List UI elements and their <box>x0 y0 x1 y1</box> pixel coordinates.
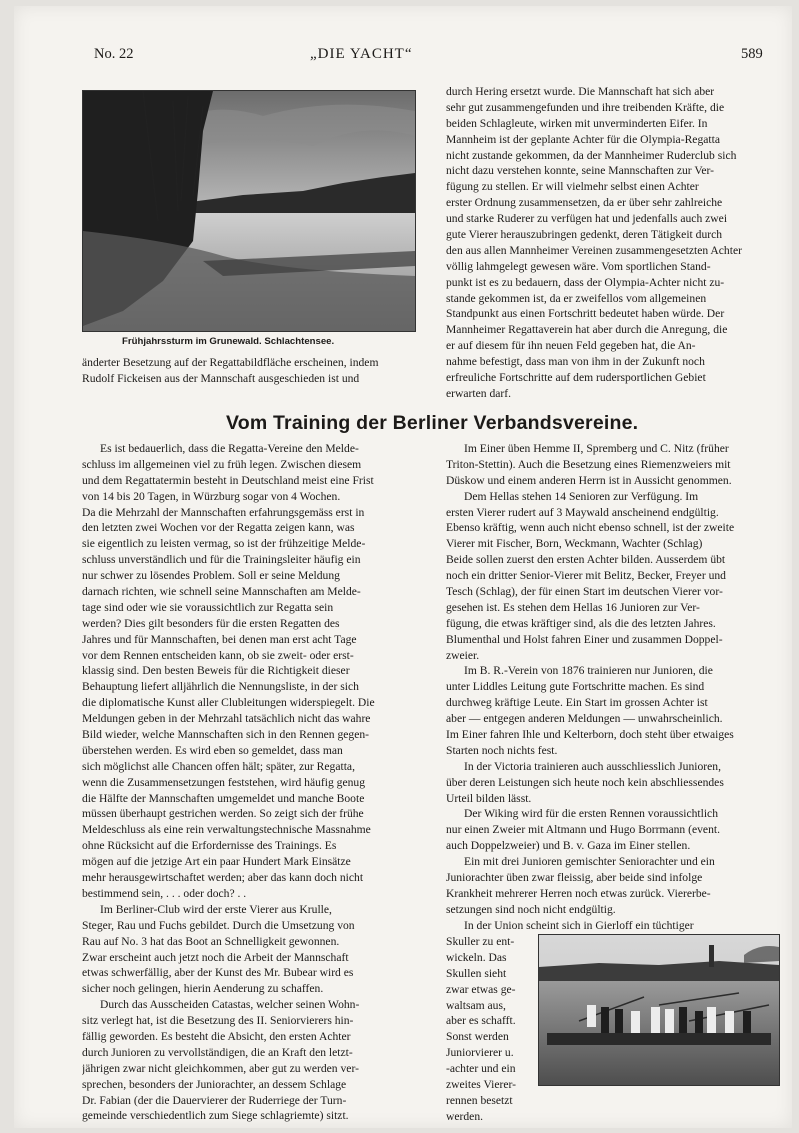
text-line: Vierer mit Fischer, Born, Weckmann, Wachter (Schlag) <box>446 537 703 551</box>
text-line: Dr. Fabian (der die Dauervierer der Ruderriege der Turn- <box>82 1093 347 1107</box>
text-line: müssen überhaupt gestrichen werden. So zeigt sich der frühe <box>82 807 364 821</box>
text-line: erster Ordnung zusammensetzen, da er über sehr zahlreiche <box>446 196 723 210</box>
text-line: nahme befestigt, dass man von ihm in der Zukunft noch <box>446 355 705 369</box>
text-line: Juniorvierer u. <box>446 1046 514 1060</box>
text-line: Starten noch nichts fest. <box>446 743 558 757</box>
text-line: sehr gut zusammengefunden und ihre treibenden Kräfte, die <box>446 100 725 114</box>
text-line: Durch das Ausscheiden Catastas, welcher seinen Wohn- <box>100 998 360 1012</box>
rowing-photo <box>538 934 780 1086</box>
text-line: unter Liddles Leitung gute Fortschritte machen. Es sind <box>446 680 705 694</box>
journal-title: „DIE YACHT“ <box>310 46 413 62</box>
page-number: 589 <box>741 46 763 62</box>
text-line: punkt ist es zu bedauern, dass der Olympia-Achter nicht zu- <box>446 275 725 289</box>
text-line: rennen besetzt <box>446 1093 513 1107</box>
text-line: Tesch (Schlag), der für einen Start im deutschen Vierer vor- <box>446 585 723 599</box>
lake-photo <box>82 90 416 332</box>
text-line: Ein mit drei Junioren gemischter Seniorachter und ein <box>464 855 715 869</box>
text-line: auch Doppelzweier) und B. v. Gaza im Einer stellen. <box>446 839 691 853</box>
text-line: Meldungen geben in der Mehrzahl tatsächlich nicht das wahre <box>82 712 371 726</box>
text-line: setzungen sind noch nicht endgültig. <box>446 902 616 916</box>
text-line: vor dem Rennen entscheiden kann, ob sie zweit- oder erst- <box>82 648 354 662</box>
text-line: Mannheimer Regattaverein hat aber durch die Anregung, die <box>446 323 728 337</box>
text-line: Standpunkt aus einen Fortschritt bedeutet haben würde. Der <box>446 307 725 321</box>
text-line: mehr herausgewirtschaftet werden; aber das kann doch nicht <box>82 871 364 885</box>
text-line: Rau auf No. 3 hat das Boot an Schnelligkeit gewonnen. <box>82 934 340 948</box>
text-line: Bild wieder, welche Mannschaften sich in den Rennen gegen- <box>82 728 370 742</box>
text-line: über deren Leistungen sich heute noch kein abschliessendes <box>446 775 724 789</box>
article-left-column <box>82 441 414 1124</box>
text-line: den aus allen Mannheimer Vereinen zusammengesetzten Achter <box>446 243 742 257</box>
text-line: sprechen, besonders der Juniorachter, an dessem Schlage <box>82 1077 347 1091</box>
text-line: erwarten darf. <box>446 386 512 400</box>
article-title: Vom Training der Berliner Verbandsvereine. <box>226 412 639 434</box>
text-line: die Hälfte der Mannschaften umgemeldet und manche Boote <box>82 791 365 805</box>
text-line: tage sind oder wie sie voraussichtlich zur Regatta sein <box>82 600 334 614</box>
text-line: völlig lahmgelegt gewesen wäre. Vom sportlichen Stand- <box>446 259 711 273</box>
text-line: jährigen zwar nicht gleichkommen, aber gut zu werden ver- <box>82 1061 359 1075</box>
text-line: aber — entgegen anderen Meldungen — unwahrscheinlich. <box>446 712 723 726</box>
text-line: Skullen sieht <box>446 966 507 980</box>
article-right-column <box>446 441 781 934</box>
text-line: mögen auf die jetzige Art ein paar Hundert Mark Einsätze <box>82 855 351 869</box>
text-line: gute Vierer herauszubringen gedenkt, deren Tätigkeit durch <box>446 228 723 242</box>
text-line: Im Einer fahren Ihle und Kelterborn, doch steht über etwaiges <box>446 728 734 742</box>
text-line: werden. <box>446 1109 484 1123</box>
text-line: Rudolf Fickeisen aus der Mannschaft ausgeschieden ist und <box>82 371 360 385</box>
text-line: erfreuliche Fortschritte auf dem rudersportlichen Gebiet <box>446 371 706 385</box>
text-line: fügung zu stellen. Er will vielmehr selbst einen Achter <box>446 180 699 194</box>
top-left-text <box>82 355 414 387</box>
text-line: Meldeschluss als eine rein verwaltungstechnische Massnahme <box>82 823 371 837</box>
text-line: von 14 bis 20 Tagen, in Würzburg sogar von 4 Wochen. <box>82 489 341 503</box>
text-line: und starke Ruderer zu verfügen hat und jedenfalls auch zwei <box>446 212 728 226</box>
magazine-page <box>14 6 792 1128</box>
text-line: zwar etwas ge- <box>446 982 516 996</box>
text-line: durchweg kräftige Leute. Ein Start im grossen Achter ist <box>446 696 708 710</box>
text-line: Krankheit mehrerer Herren noch etwas zurück. Viererbe- <box>446 886 711 900</box>
text-line: Jahres und für Mannschaften, bei denen man erst acht Tage <box>82 632 357 646</box>
text-line: Behauptung liefert alljährlich die Nennungsliste, in der sich <box>82 680 359 694</box>
text-line: fällig geworden. Es besteht die Absicht, den ersten Achter <box>82 1029 351 1043</box>
text-line: änderter Besetzung auf der Regattabildfläche erscheinen, indem <box>82 356 379 369</box>
text-line: Es ist bedauerlich, dass die Regatta-Vereine den Melde- <box>100 442 359 455</box>
text-line: Der Wiking wird für die ersten Rennen voraussichtlich <box>464 807 718 821</box>
text-line: In der Victoria trainieren auch ausschliesslich Junioren, <box>464 759 721 773</box>
photo-caption: Frühjahrssturm im Grunewald. Schlachtensee. <box>122 336 335 347</box>
text-line: zweites Vierer- <box>446 1078 516 1092</box>
text-line: bestimmend sein, . . . oder doch? . . <box>82 886 247 900</box>
text-line: Juniorachter üben zwar fleissig, aber beide sind infolge <box>446 871 703 885</box>
text-line: stande gekommen ist, da er zweifellos vom allgemeinen <box>446 291 707 305</box>
text-line: Urteil bilden lässt. <box>446 791 532 805</box>
text-line: etwas schwerfällig, aber der Kunst des Mr. Bubear wird es <box>82 966 354 980</box>
text-line: überstehen werden. Es wird eben so gemeldet, dass man <box>82 743 343 757</box>
text-line: schluss im allgemeinen viel zu früh legen. Zwischen diesem <box>82 457 362 471</box>
text-line: noch ein dritter Senior-Vierer mit Belitz, Becker, Freyer und <box>446 569 726 583</box>
text-line: die diplomatische Kunst aller Clubleitungen widerspiegelt. Die <box>82 696 375 710</box>
text-line: Skuller zu ent- <box>446 935 515 948</box>
text-line: sitz verlegt hat, ist die Besetzung des II. Seniorvierers hin- <box>82 1014 354 1028</box>
text-line: schluss unverständlich und für die Trainingsleiter häufig ein <box>82 553 361 567</box>
text-line: klassig sind. Den besten Beweis für die Richtigkeit dieser <box>82 664 350 678</box>
text-line: zweier. <box>446 648 480 662</box>
text-line: nur einen Zweier mit Altmann und Hugo Borrmann (event. <box>446 823 720 837</box>
text-line: sicher noch gelingen, hierin Aenderung zu schaffen. <box>82 982 324 996</box>
text-line: wenn die Zusammensetzungen feststehen, wird häufig genug <box>82 775 365 789</box>
text-line: In der Union scheint sich in Gierloff ein tüchtiger <box>464 918 694 932</box>
text-line: waltsam aus, <box>446 998 506 1012</box>
text-line: Da die Mehrzahl der Mannschaften erfahrungsgemäss erst in <box>82 505 365 519</box>
text-line: aber es schafft. <box>446 1014 516 1028</box>
text-line: -achter und ein <box>446 1062 516 1076</box>
article-narrow-column <box>446 934 528 1125</box>
text-line: durch Hering ersetzt wurde. Die Mannschaft hat sich aber <box>446 85 715 98</box>
text-line: den letzten zwei Wochen vor der Regatta zeigen kann, was <box>82 521 355 535</box>
text-line: nur schwer zu lösendes Problem. Soll er seine Meldung <box>82 569 340 583</box>
text-line: Beide sollen zuerst den ersten Achter bilden. Ausserdem übt <box>446 553 726 567</box>
text-line: ersten Vierer rudert auf 3 Maywald anscheinend endgültig. <box>446 505 719 519</box>
text-line: gesehen ist. Es stehen dem Hellas 16 Junioren zur Ver- <box>446 600 700 614</box>
text-line: nicht dazu verstehen konnte, seine Mannschaften zur Ver- <box>446 164 715 178</box>
text-line: Sonst werden <box>446 1030 509 1044</box>
text-line: ohne Rücksicht auf die Erfordernisse des Trainings. Es <box>82 839 337 853</box>
text-line: wickeln. Das <box>446 950 507 964</box>
text-line: gemeinde verschiedentlich zum Siege schlagriemte) sitzt. <box>82 1109 349 1123</box>
text-line: durch Junioren zu vervollständigen, die an Kraft den letzt- <box>82 1045 353 1059</box>
text-line: nicht zustande gekommen, da der Mannheimer Ruderclub sich <box>446 148 737 162</box>
lake-photo-image <box>83 91 415 331</box>
top-right-text <box>446 84 781 402</box>
text-line: Im B. R.-Verein von 1876 trainieren nur Junioren, die <box>464 664 713 678</box>
text-line: sich möglichst alle Chancen offen hält; später, zur Regatta, <box>82 759 355 773</box>
text-line: und dem Regattatermin besteht in Deutschland meist eine Frist <box>82 473 374 487</box>
text-line: Blumenthal und Holst fahren Einer und zusammen Doppel- <box>446 632 723 646</box>
text-line: beiden Schlagleute, wirken mit unverminderten Eifer. In <box>446 116 708 130</box>
text-line: Mannheim ist der geplante Achter für die Olympia-Regatta <box>446 132 720 146</box>
text-line: Triton-Stettin). Auch die Besetzung eines Riemenzweiers mit <box>446 457 731 471</box>
text-line: Im Berliner-Club wird der erste Vierer aus Krulle, <box>100 902 332 916</box>
issue-number: No. 22 <box>94 46 134 62</box>
text-line: Düskow und einem anderen Herrn ist in Aussicht genommen. <box>446 473 732 487</box>
text-line: fügung, die etwas kräftiger sind, als die des letzten Jahres. <box>446 616 716 630</box>
text-line: Dem Hellas stehen 14 Senioren zur Verfügung. Im <box>464 489 699 503</box>
text-line: werden? Dies gilt besonders für die ersten Regatten des <box>82 616 340 630</box>
text-line: sie eigentlich zu leisten vermag, so ist der frühzeitige Melde- <box>82 537 366 551</box>
text-line: er auf diesem für ihn neuen Feld gegeben hat, die An- <box>446 339 696 353</box>
text-line: Steger, Rau und Fuchs gebildet. Durch die Umsetzung von <box>82 918 355 932</box>
text-line: Im Einer üben Hemme II, Spremberg und C. Nitz (früher <box>464 442 729 455</box>
text-line: Ebenso kräftig, wenn auch nicht ebenso schnell, ist der zweite <box>446 521 735 535</box>
text-line: darnach richten, wie schnell seine Mannschaften am Melde- <box>82 585 361 599</box>
rowing-photo-image <box>539 935 779 1085</box>
text-line: Zwar erscheint auch jetzt noch die Arbeit der Mannschaft <box>82 950 349 964</box>
